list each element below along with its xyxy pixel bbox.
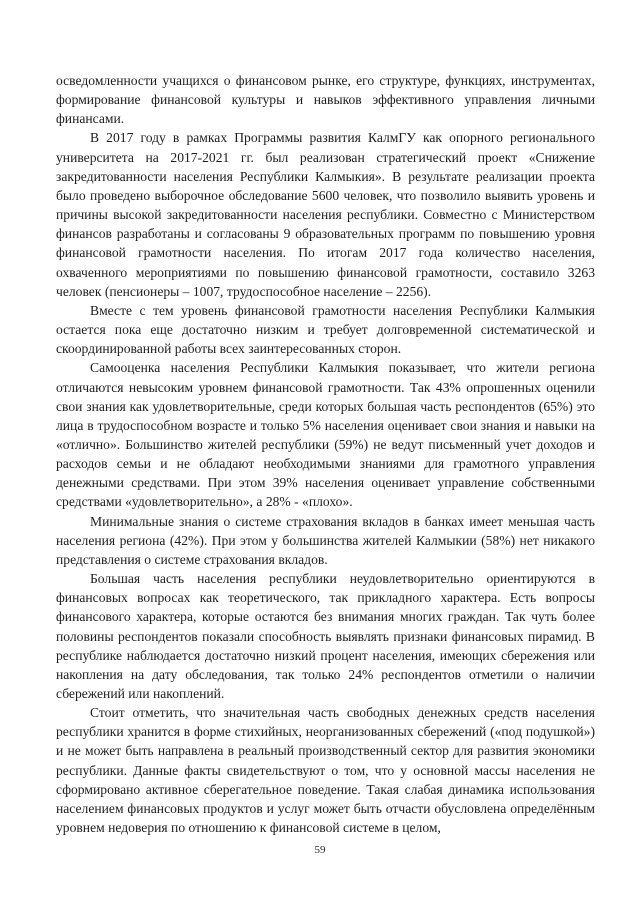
paragraph-7: Стоит отметить, что значительная часть свободных денежных средств населения республики хранится в форме стихийных, неорганизованных сбережений («под подушкой») и не может быть направлена в реальный производственный сектор для развития экономики республики. Данные факты свидетельствуют о том, что у основной массы населения не сформировано активное сберегательное поведение. Такая слабая динамика использования населением финансовых продуктов и услуг может быть отчасти обусловлена определённым уровнем недоверия по отношению к финансовой системе в целом, (56, 705, 595, 836)
paragraph-2: В 2017 году в рамках Программы развития КалмГУ как опорного регионального университета на 2017-2021 гг. был реализован стратегический проект «Снижение закредитованности населения Республики Калмыкия». В результате реализации проекта было проведено выборочное обследование 5600 человек, что позволило выявить уровень и причины высокой закредитованности населения республики. Совместно с Министерством финансов разработаны и согласованы 9 образовательных программ по повышению уровня финансовой грамотности населения. По итогам 2017 года количество населения, охваченного мероприятиями по повышению финансовой грамотности, составило 3263 человек (пенсионеры – 1007, трудоспособное население – 2256). (56, 130, 595, 299)
paragraph-1: осведомленности учащихся о финансовом рынке, его структуре, функциях, инструментах, формирование финансовой культуры и навыков эффективного управления личными финансами. (56, 73, 595, 127)
body-text (56, 71, 595, 837)
paragraph-5: Минимальные знания о системе страхования вкладов в банках имеет меньшая часть населения региона (42%). При этом у большинства жителей Калмыкии (58%) нет никакого представления о системе страхования вкладов. (56, 513, 595, 567)
paragraph-6: Большая часть населения республики неудовлетворительно ориентируются в финансовых вопросах как теоретического, так прикладного характера. Есть вопросы финансового характера, которые остаются без внимания многих граждан. Так чуть более половины респондентов показали способность выявлять признаки финансовых пирамид. В республике наблюдается достаточно низкий процент населения, имеющих сбережения или накопления на дату обследования, так только 24% респондентов отметили о наличии сбережений или накоплений. (56, 571, 595, 701)
paragraph-4: Самооценка населения Республики Калмыкия показывает, что жители региона отличаются невысоким уровнем финансовой грамотности. Так 43% опрошенных оценили свои знания как удовлетворительные, среди которых большая часть респондентов (65%) это лица в трудоспособном возрасте и только 5% населения оценивает свои знания и навыки на «отлично». Большинство жителей республики (59%) не ведут письменный учет доходов и расходов семьи и не обладают необходимыми знаниями для грамотного управления денежными средствами. При этом 39% населения оценивает управление собственными средствами «удовлетворительно», а 28% - «плохо». (56, 360, 595, 510)
paragraph-3: Вместе с тем уровень финансовой грамотности населения Республики Калмыкия остается пока еще достаточно низким и требует долговременной систематической и скоординированной работы всех заинтересованных сторон. (56, 302, 595, 357)
page-number: 59 (314, 844, 326, 856)
